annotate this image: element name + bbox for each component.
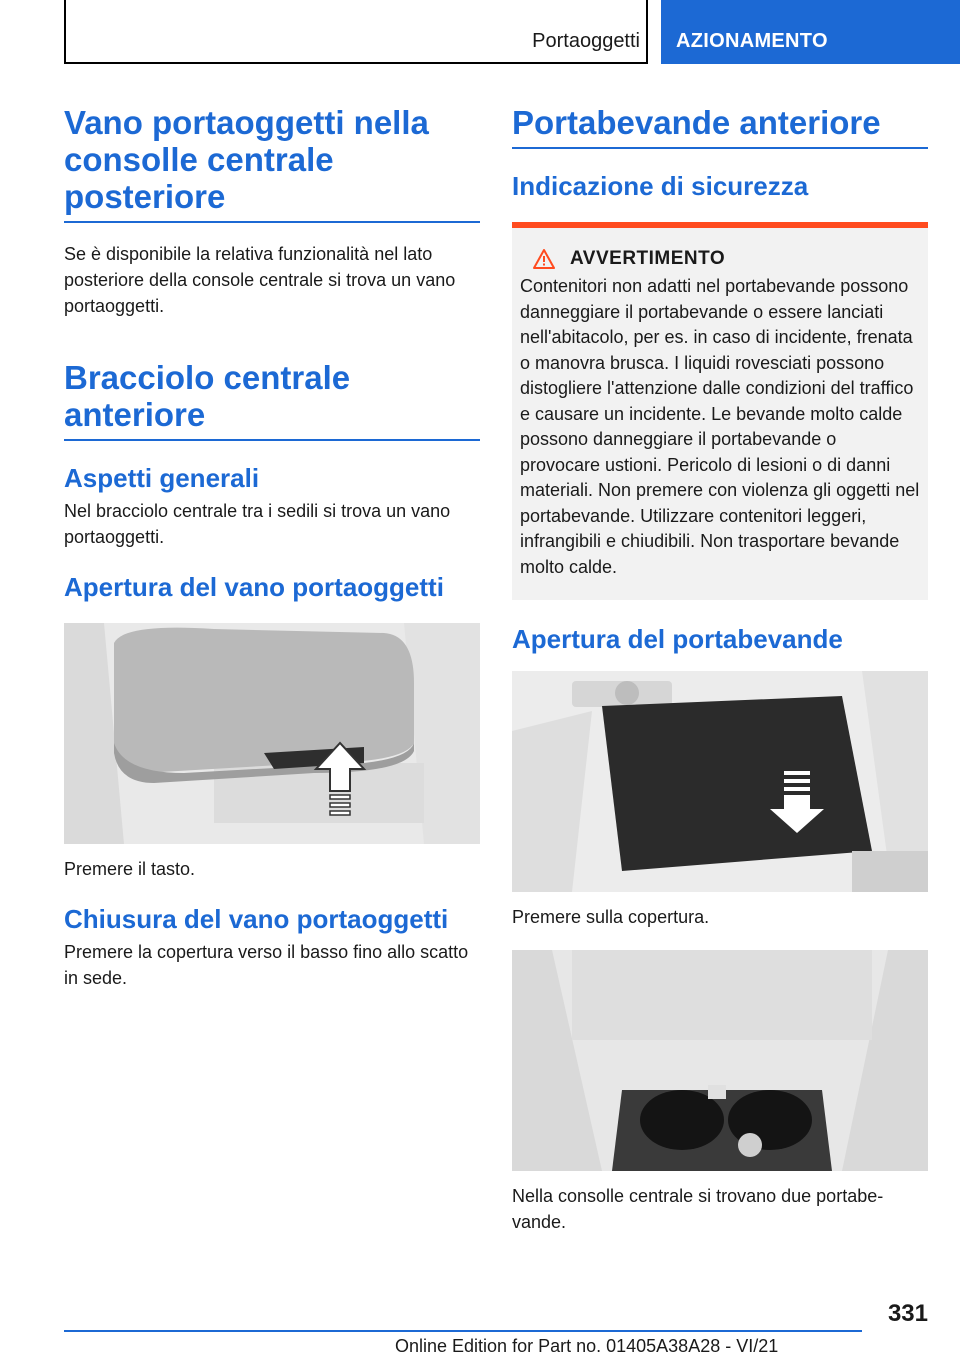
heading-general: Aspetti generali xyxy=(64,463,260,493)
heading-front-cupholder: Portabevande anteriore xyxy=(512,104,928,149)
footer-edition: Online Edition for Part no. 01405A38A28 - VI/21 xyxy=(395,1336,779,1356)
left-column xyxy=(64,104,480,991)
heading-open-cupholder: Apertura del portabevande xyxy=(512,624,843,654)
heading-rear-storage: Vano portaoggetti nella consolle centrale posteriore xyxy=(64,104,480,223)
heading-front-armrest: Bracciolo centrale anteriore xyxy=(64,359,480,441)
warning-triangle-icon xyxy=(532,248,556,270)
heading-close-storage: Chiusura del vano portaoggetti xyxy=(64,904,449,934)
caption-press-cover: Premere sulla copertura. xyxy=(512,907,710,927)
heading-safety: Indicazione di sicurezza xyxy=(512,171,809,201)
caption-open-storage: Premere il tasto. xyxy=(64,859,196,879)
header-chapter-title: AZIONAMENTO xyxy=(676,30,828,52)
warning-block xyxy=(512,222,928,600)
cupholders-photo xyxy=(512,950,928,1171)
warning-title-row xyxy=(520,248,920,270)
caption-two-cupholders: Nella consolle centrale si trovano due portabevande. xyxy=(512,1186,884,1232)
right-column xyxy=(512,104,928,1235)
heading-open-storage: Apertura del vano portaoggetti xyxy=(64,572,444,602)
header-section-title: Portaoggetti xyxy=(532,30,640,52)
header-section-box xyxy=(64,0,648,64)
armrest-photo xyxy=(64,623,480,844)
text-general: Nel bracciolo centrale tra i sedili si trova un vano portaoggetti. xyxy=(64,501,451,547)
text-close-storage: Premere la copertura verso il basso fino allo scatto in sede. xyxy=(64,942,469,988)
warning-text: Contenitori non adatti nel portabevande possono danneggiare il portabevande o essere lanciati nell'abitacolo, per es. in caso di incidente, frenata o manovra brusca. I liquidi rovesciati possono distogliere l'attenzione dalle condizioni del traffico e causare un incidente. Le bevande molto calde possono danneggiare il portabevande o provocare ustioni. Pericolo di lesioni o di danni materiali. Non premere con violenza gli oggetti nel portabevande. Utilizzare contenitori leggeri, infrangibili e chiudibili. Non trasportare bevande molto calde. xyxy=(520,276,920,577)
text-rear-storage: Se è disponibile la relativa funzionalità nel lato posteriore della console centrale si trova un vano portaoggetti. xyxy=(64,244,456,316)
header-chapter-tab xyxy=(661,0,960,64)
warning-box xyxy=(512,228,928,600)
warning-title: AVVERTIMENTO xyxy=(570,248,726,269)
page-number: 331 xyxy=(887,1300,928,1327)
cupholder-cover-photo xyxy=(512,671,928,892)
footer-rule xyxy=(64,1330,862,1332)
